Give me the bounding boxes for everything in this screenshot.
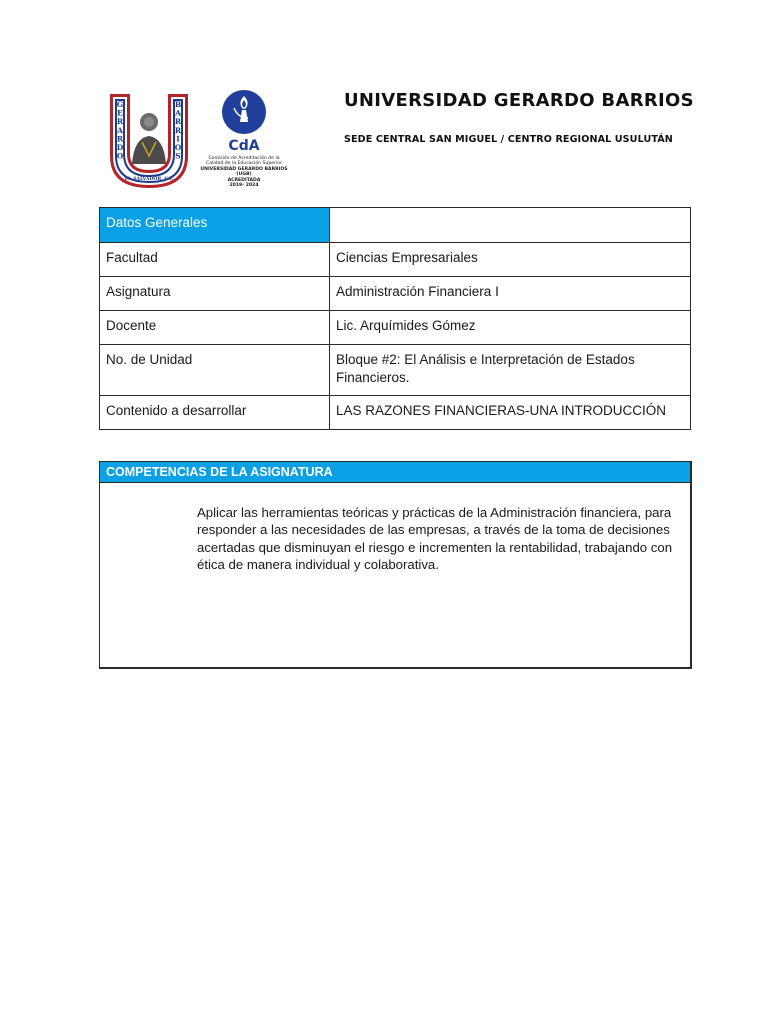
cda-caption [196, 156, 292, 188]
table-row [100, 311, 691, 345]
competencias-heading: COMPETENCIAS DE LA ASIGNATURA [100, 462, 690, 483]
table-row [100, 396, 691, 430]
competencias-box [99, 461, 692, 669]
row-value: Bloque #2: El Análisis e Interpretación de Estados Financieros. [330, 345, 691, 396]
university-title: UNIVERSIDAD GERARDO BARRIOS [344, 90, 694, 111]
row-value: LAS RAZONES FINANCIERAS-UNA INTRODUCCIÓN [330, 396, 691, 430]
row-label: No. de Unidad [100, 345, 330, 396]
table-row [100, 345, 691, 396]
university-subtitle: SEDE CENTRAL SAN MIGUEL / CENTRO REGIONAL USULUTÁN [344, 134, 673, 145]
row-value: Administración Financiera I [330, 277, 691, 311]
cda-logo-mark: CdA [228, 138, 260, 154]
competencias-text: Aplicar las herramientas teóricas y prácticas de la Administración financiera, para responder a las necesidades de las empresas, a través de la toma de decisiones acertadas que disminuyan el riesgo e incrementen la rentabilidad, trabajando con ética de manera individual y colaborativa. [197, 505, 673, 573]
table-row [100, 277, 691, 311]
table-header-label: Datos Generales [100, 208, 330, 243]
ugb-logo-left-letters: G E R A R D O [116, 100, 124, 161]
ugb-logo-right-letters: B A R R I O S [174, 100, 182, 161]
cda-caption-line: 2019- 2024 [229, 183, 259, 189]
cda-caption-line: Comisión de Acreditación de la [208, 156, 280, 161]
general-data-table [99, 207, 691, 430]
row-label: Facultad [100, 243, 330, 277]
cda-caption-line: ACREDITADA [227, 177, 261, 183]
row-label: Docente [100, 311, 330, 345]
table-header-row [100, 208, 691, 243]
table-row [100, 243, 691, 277]
row-label: Contenido a desarrollar [100, 396, 330, 430]
ugb-logo [108, 92, 190, 190]
row-value: Lic. Arquímides Gómez [330, 311, 691, 345]
cda-caption-line: UNIVERSIDAD GERARDO BARRIOS (UGB) [200, 166, 288, 178]
table-header-value [330, 208, 691, 243]
row-label: Asignatura [100, 277, 330, 311]
ugb-logo-bottom-text: EL SALVADOR, CA. [124, 177, 174, 182]
row-value: Ciencias Empresariales [330, 243, 691, 277]
cda-caption-line: Calidad de la Educación Superior [206, 161, 282, 167]
